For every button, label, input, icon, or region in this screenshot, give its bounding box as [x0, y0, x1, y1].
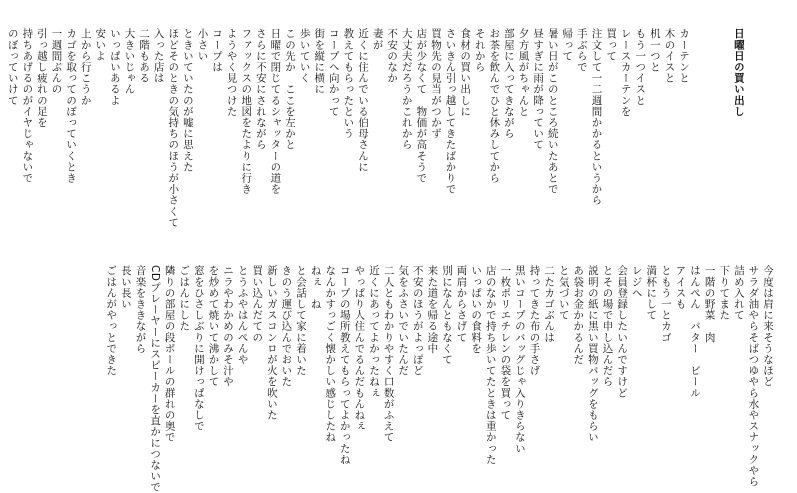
poem-line: 机一つと	[648, 28, 661, 73]
poem-line: 買物先の見当がつかず	[429, 28, 442, 139]
poem-line: ファックスの地図をたよりに行き	[240, 28, 253, 195]
poem-line: 近くに住んでいる伯母さんに	[356, 28, 369, 173]
poem-line: 帰って	[561, 28, 574, 62]
poem-line: コープの場所教えてもらってよかったね	[338, 265, 351, 465]
poem-line: 満杯にして	[645, 265, 658, 321]
poem-line: きのう運び込んでおいた	[280, 265, 293, 388]
poem-line: ともう一とカゴ	[659, 265, 672, 343]
poem-line: ようやく見つけた	[225, 28, 238, 117]
poem-line: お茶を飲んでひと休みしてから	[488, 28, 501, 184]
poem-line: を炒めて焼いて沸かして	[207, 265, 220, 388]
poem-line: 両肩からさげて	[455, 265, 468, 343]
poem-line: と気づいて	[557, 265, 570, 321]
poem-line: 不安のなか	[386, 28, 399, 84]
poem-line: この先か ここを左かと	[284, 28, 296, 151]
poem-line: 大丈夫だろうかこれから	[400, 28, 413, 151]
poem-line: 暑い日がこのところ続いたあとで	[546, 28, 559, 195]
poem-line: 一階の野菜 肉	[703, 265, 716, 343]
poem-line: 買って	[605, 28, 618, 62]
poem-line: 木のイスと	[663, 28, 676, 84]
poem-line: 部屋に入ってきながら	[502, 28, 515, 139]
poem-line: 注文して一二週間かかるというから	[590, 28, 603, 206]
poem-line: 長い長い	[119, 265, 132, 310]
poem-line: 店が少なくて 物価が高そうで	[415, 28, 428, 184]
poem-line: 音楽をききながら	[134, 265, 147, 354]
poem-line: 一枚ポリエチレンの袋を買って	[499, 265, 512, 421]
poem-line: 会員登録したいんですけど	[616, 265, 629, 399]
poem-line: サラダ油やらそばつゆやら水やスナックやら	[747, 265, 760, 487]
poem-line: ごはんにした	[178, 265, 191, 332]
poem-part-two	[104, 265, 775, 493]
poem-line: ニラやわかめのみそ汁や	[222, 265, 235, 388]
poem-line: 二人ともわかりやすく口数がふえて	[382, 265, 395, 443]
poem-line: アイスも	[674, 265, 687, 310]
poem-line: 手ぶらで	[575, 28, 588, 73]
poem-line: 妻が	[371, 28, 384, 51]
poem-line: のぼっていけて	[6, 28, 19, 106]
poem-line: ときいていたのが嘘に思えた	[181, 28, 194, 173]
poem-line: 引っ越し疲れの足を	[35, 28, 48, 128]
poem-line: レジへ	[630, 265, 643, 299]
poem-line: 窓をひさしぶりに開けっぱなしで	[192, 265, 205, 432]
poem-line: カゴを取ってのぼっていくとき	[65, 28, 78, 184]
poem-line: 入った店は	[152, 28, 165, 84]
poem-line: いっぱいあるよ	[108, 28, 121, 106]
poem-line: 日曜で閉じてるシャッターの道を	[269, 28, 282, 195]
poem-line: 詰め入れて	[732, 265, 745, 321]
poem-line: 黒いコープのバッグじゃ入りきらない	[513, 265, 526, 454]
poem-line: ほどそのときの気持ちのほうが小さくて	[167, 28, 180, 228]
poem-line: 不安のほうがよっぽど	[411, 265, 424, 376]
poem-line: コープへ向かって	[327, 28, 340, 117]
poem-line: はんぺん バター ビール	[689, 265, 702, 399]
poem-line: ごはんがやっとできた	[105, 265, 118, 376]
poem-line: 来た道を帰る途中	[426, 265, 439, 354]
poem-line: 昼すぎに雨が降っていて	[532, 28, 545, 151]
poem-line: 新しいガスコンロが火を吹いた	[265, 265, 278, 421]
poem-line: CDプレーヤーにスピーカーを直かにつないで	[149, 265, 162, 493]
poem-line: 買い込んだての	[251, 265, 264, 343]
poem-line: さいきん引っ越してきたばかりで	[444, 28, 457, 195]
poem-line: 持ちあげるのがイヤじゃないで	[21, 28, 34, 184]
poem-line: とその場で申し込んだら	[601, 265, 614, 388]
poem-line: それから	[473, 28, 486, 73]
poem-line: いっぱいの食料を	[470, 265, 483, 354]
poem-line: ねぇ ね	[309, 265, 322, 310]
poem-line: 安いよ	[94, 28, 107, 62]
poem-line: 一週間ぶんの	[50, 28, 63, 95]
poem-line: 下りてまた	[718, 265, 731, 321]
poem-line: とうふやはんぺんや	[236, 265, 249, 365]
poem-line: 二階もある	[138, 28, 151, 84]
poem-part-one	[5, 28, 775, 258]
poem-line: 持ってきた布の手さげ	[528, 265, 541, 376]
poem-line: もう一つイスと	[634, 28, 647, 106]
poem-line: 気をふさいでいたんだ	[397, 265, 410, 376]
poem-line: 隣りの部屋の段ボールの群れの奥で	[163, 265, 176, 443]
poem-line: 二たカゴぶんは	[543, 265, 556, 343]
poem-line: 上から行こうか	[79, 28, 92, 106]
poem-line: 近くにあってよかったねぇ	[367, 265, 380, 399]
poem-line: 食材の買い出しに	[459, 28, 472, 117]
poem-line: 別になんともなくて	[440, 265, 453, 365]
poem-line: やっぱり人住んでるんだもんねぇ	[353, 265, 366, 432]
poem-line: 街を縦に横に	[313, 28, 326, 95]
poem-line: と会話して家に着いた	[295, 265, 307, 376]
poem-line: 説明の紙に黒い買物バッグをもらい	[586, 265, 599, 443]
poem-line: 歩いていく	[298, 28, 311, 84]
poem-line: 小さい	[196, 28, 209, 62]
poem-line: レースカーテンを	[619, 28, 632, 117]
poem-line: 大きいじゃん	[123, 28, 136, 95]
poem-line: 今度は肩に来そうなほど	[762, 265, 774, 388]
poem-line: さらに不安にされながら	[254, 28, 267, 151]
poem-line: 店のなかで持ち歩いてたときは重かった	[484, 265, 497, 465]
poem-line: 教えてもらったという	[342, 28, 355, 139]
poem-line: カーテンと	[678, 28, 691, 84]
poem-line: あ袋お金かかるんだ	[572, 265, 585, 365]
poem-line: コープは	[211, 28, 224, 73]
poem-title: 日曜日の買い出し	[732, 28, 745, 117]
poem-line: なんかすっごく懐かしい感じしたね	[324, 265, 337, 443]
poem-line: 夕方風がちゃんと	[517, 28, 530, 117]
